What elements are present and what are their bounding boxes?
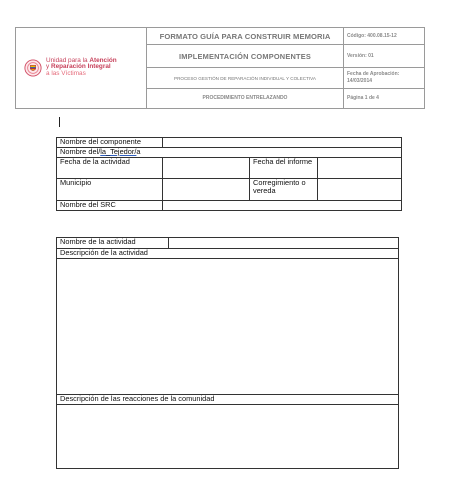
coat-of-arms-icon (24, 59, 42, 77)
src-name-field[interactable] (163, 201, 402, 211)
component-name-field[interactable] (163, 138, 402, 148)
weaver-name-row[interactable]: Nombre del/la_Tejedor/a (57, 148, 402, 158)
approval-info (344, 68, 425, 88)
document-header (15, 27, 425, 109)
page-label: Página 1 de 4 (344, 88, 425, 108)
activity-description-label: Descripción de la actividad (57, 249, 399, 259)
weaver-name-link: la_Tejedor/ (100, 147, 137, 156)
victims-unit-logo (16, 28, 146, 108)
municipality-label: Municipio (57, 179, 163, 201)
municipality-field[interactable] (163, 179, 250, 201)
report-date-label: Fecha del informe (250, 158, 318, 179)
format-title: FORMATO GUÍA PARA CONSTRUIR MEMORIA (147, 28, 344, 45)
activity-description-field[interactable] (57, 259, 399, 395)
code-label: Código: 400.08.15-12 (344, 28, 425, 45)
version-label: Versión: 01 (344, 45, 425, 68)
logo-text: Unidad para la Atención y Reparación Integral a las Víctimas (46, 57, 117, 77)
weaver-name-label: Nombre del/ (60, 147, 101, 156)
community-reactions-label: Descripción de las reacciones de la comunidad (57, 395, 399, 405)
activity-date-field[interactable] (163, 158, 250, 179)
community-reactions-field[interactable] (57, 405, 399, 469)
activity-name-label: Nombre de la actividad (57, 238, 169, 249)
approval-label: Fecha de Aprobación: (347, 71, 400, 78)
activity-date-label: Fecha de la actividad (57, 158, 163, 179)
format-subtitle: IMPLEMENTACIÓN COMPONENTES (147, 45, 344, 68)
process-label: PROCESO GESTIÓN DE REPARACIÓN INDIVIDUAL Y COLECTIVA (147, 68, 344, 88)
activity-name-field[interactable] (169, 238, 399, 249)
text-cursor (59, 117, 60, 127)
src-name-label: Nombre del SRC (57, 201, 163, 211)
district-field[interactable] (318, 179, 402, 201)
general-info-table (56, 137, 402, 211)
approval-date: 14/03/2014 (347, 78, 373, 85)
report-date-field[interactable] (318, 158, 402, 179)
activity-description-table (56, 237, 399, 469)
logo-cell (16, 28, 147, 109)
component-name-label: Nombre del componente (57, 138, 163, 148)
procedure-label: PROCEDIMIENTO ENTRELAZANDO (147, 88, 344, 108)
district-label: Corregimiento o vereda (250, 179, 318, 201)
